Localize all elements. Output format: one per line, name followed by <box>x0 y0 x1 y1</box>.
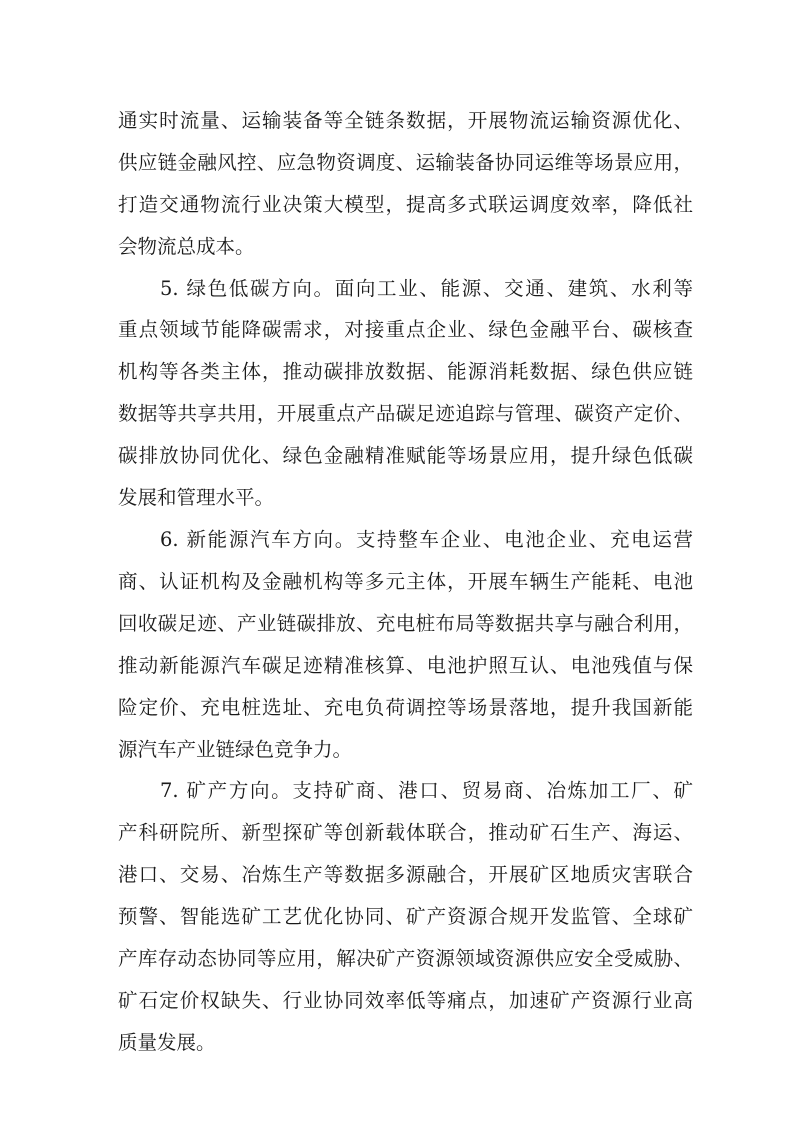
paragraph-line: 碳排放协同优化、绿色金融精准赋能等场景应用，提升绿色低碳 <box>118 444 693 467</box>
section-heading-line: 7. 矿产方向。支持矿商、港口、贸易商、冶炼加工厂、矿 <box>160 779 693 802</box>
section-heading-line: 5. 绿色低碳方向。面向工业、能源、交通、建筑、水利等 <box>160 277 693 300</box>
paragraph-line: 会物流总成本。 <box>118 235 255 258</box>
paragraph-line: 推动新能源汽车碳足迹精准核算、电池护照互认、电池残值与保 <box>118 654 693 677</box>
paragraph-line: 通实时流量、运输装备等全链条数据，开展物流运输资源优化、 <box>118 109 693 132</box>
paragraph-line: 产库存动态协同等应用，解决矿产资源领域资源供应安全受威胁、 <box>118 947 693 970</box>
paragraph-line: 机构等各类主体，推动碳排放数据、能源消耗数据、绿色供应链 <box>118 360 693 383</box>
paragraph-line: 产科研院所、新型探矿等创新载体联合，推动矿石生产、海运、 <box>118 821 693 844</box>
paragraph-line: 矿石定价权缺失、行业协同效率低等痛点，加速矿产资源行业高 <box>118 989 693 1012</box>
paragraph-line: 质量发展。 <box>118 1031 216 1054</box>
paragraph-line: 源汽车产业链绿色竞争力。 <box>118 738 353 761</box>
paragraph-line: 重点领域节能降碳需求，对接重点企业、绿色金融平台、碳核查 <box>118 318 693 341</box>
paragraph-line: 打造交通物流行业决策大模型，提高多式联运调度效率，降低社 <box>118 193 693 216</box>
paragraph-line: 发展和管理水平。 <box>118 486 275 509</box>
section-heading-line: 6. 新能源汽车方向。支持整车企业、电池企业、充电运营 <box>160 528 693 551</box>
paragraph-line: 预警、智能选矿工艺优化协同、矿产资源合规开发监管、全球矿 <box>118 905 693 928</box>
paragraph-line: 供应链金融风控、应急物资调度、运输装备协同运维等场景应用， <box>118 151 693 174</box>
paragraph-line: 险定价、充电桩选址、充电负荷调控等场景落地，提升我国新能 <box>118 696 693 719</box>
paragraph-line: 港口、交易、冶炼生产等数据多源融合，开展矿区地质灾害联合 <box>118 863 693 886</box>
paragraph-line: 回收碳足迹、产业链碳排放、充电桩布局等数据共享与融合利用， <box>118 612 693 635</box>
paragraph-line: 商、认证机构及金融机构等多元主体，开展车辆生产能耗、电池 <box>118 570 693 593</box>
paragraph-line: 数据等共享共用，开展重点产品碳足迹追踪与管理、碳资产定价、 <box>118 402 693 425</box>
